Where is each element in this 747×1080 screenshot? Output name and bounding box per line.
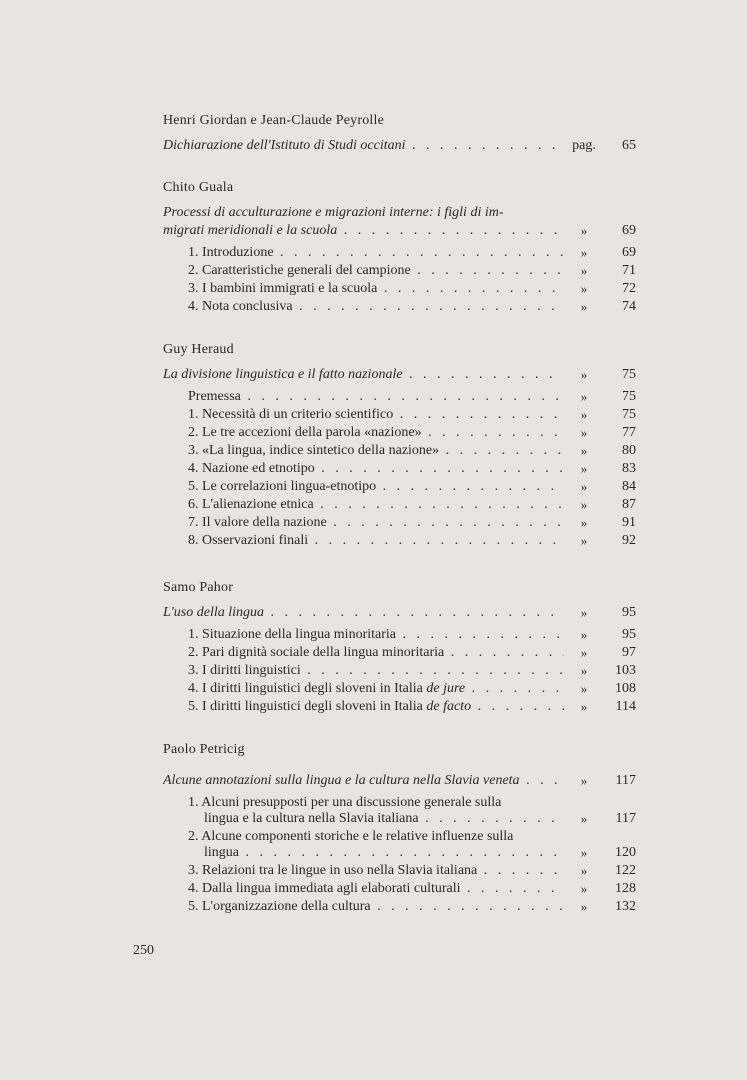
author-name: Samo Pahor: [163, 580, 234, 595]
toc-entry-title[interactable]: [163, 772, 636, 790]
entry-label: 2. Pari dignità sociale della lingua minoritaria: [188, 645, 447, 660]
toc-entry-title[interactable]: [163, 366, 636, 384]
entry-label: Premessa: [188, 389, 244, 404]
entry-title-line1: Processi di acculturazione e migrazioni interne: i figli di im-: [163, 205, 504, 220]
page-marker: »: [580, 773, 588, 788]
entry-label: 3. «La lingua, indice sintetico della nazione»: [188, 443, 442, 458]
page-marker: »: [580, 281, 588, 296]
page-number: 91: [622, 515, 636, 530]
entry-label: 5. L'organizzazione della cultura: [188, 899, 374, 914]
page-number: 120: [615, 845, 636, 860]
toc-entry[interactable]: [188, 460, 636, 478]
page-marker: »: [580, 845, 588, 860]
page-marker: »: [580, 425, 588, 440]
entry-label: 4. Nota conclusiva: [188, 299, 296, 314]
page-marker: »: [580, 645, 588, 660]
toc-entry[interactable]: [188, 662, 636, 680]
page-number: 75: [622, 389, 636, 404]
entry-label: 4. Dalla lingua immediata agli elaborati culturali: [188, 881, 464, 896]
toc-entry[interactable]: [188, 406, 636, 424]
toc-entry[interactable]: [188, 388, 636, 406]
entry-label: 3. I diritti linguistici: [188, 663, 304, 678]
entry-label: lingua e la cultura nella Slavia italiana: [188, 811, 422, 826]
page-marker: »: [580, 533, 588, 548]
entry-label: 4. Nazione ed etnotipo: [188, 461, 318, 476]
entry-label-line1: 2. Alcune componenti storiche e le relative influenze sulla: [188, 829, 514, 844]
page-number: 87: [622, 497, 636, 512]
page-marker: »: [580, 263, 588, 278]
page-number: 122: [615, 863, 636, 878]
toc-entry[interactable]: [188, 898, 636, 916]
page-number: 69: [622, 223, 636, 238]
entry-label: 2. Le tre accezioni della parola «nazione»: [188, 425, 425, 440]
page-number: 77: [622, 425, 636, 440]
page-number: 117: [615, 773, 636, 788]
author-name: Chito Guala: [163, 180, 234, 195]
entry-label-line1: 1. Alcuni presupposti per una discussione generale sulla: [188, 795, 502, 810]
entry-label: 6. L'alienazione etnica: [188, 497, 317, 512]
page-marker: »: [580, 461, 588, 476]
toc-entry[interactable]: [188, 680, 636, 698]
toc-entry[interactable]: [188, 844, 636, 862]
toc-entry[interactable]: [188, 262, 636, 280]
entry-label: 5. I diritti linguistici degli sloveni in Italia: [188, 699, 423, 714]
page-number: 128: [615, 881, 636, 896]
entry-label: 1. Necessità di un criterio scientifico: [188, 407, 396, 422]
entry-title: Dichiarazione dell'Istituto di Studi occitani: [163, 138, 409, 153]
page-marker: »: [580, 699, 588, 714]
page-number: 69: [622, 245, 636, 260]
toc-entry[interactable]: [188, 424, 636, 442]
toc-entry[interactable]: [188, 698, 636, 716]
page-number: 117: [615, 811, 636, 826]
toc-entry[interactable]: [188, 644, 636, 662]
page-marker: »: [580, 899, 588, 914]
page-number: 80: [622, 443, 636, 458]
entry-label-italic: de facto: [426, 699, 472, 714]
toc-entry[interactable]: [188, 880, 636, 898]
entry-title: migrati meridionali e la scuola: [163, 223, 340, 238]
page-number: 108: [615, 681, 636, 696]
entry-label: lingua: [188, 845, 242, 860]
page-number: 71: [622, 263, 636, 278]
page-number: 74: [622, 299, 636, 314]
page-marker: »: [580, 811, 588, 826]
toc-entry[interactable]: [188, 626, 636, 644]
page-marker: »: [580, 443, 588, 458]
author-name: Henri Giordan e Jean-Claude Peyrolle: [163, 113, 385, 128]
page-number: 75: [622, 407, 636, 422]
entry-title: Alcune annotazioni sulla lingua e la cultura nella Slavia veneta: [163, 773, 523, 788]
page-number: 103: [615, 663, 636, 678]
page-marker: »: [580, 497, 588, 512]
toc-entry[interactable]: [188, 810, 636, 828]
entry-title: L'uso della lingua: [163, 605, 267, 620]
page-marker: »: [580, 245, 588, 260]
page-marker: »: [580, 223, 588, 238]
entry-title: La divisione linguistica e il fatto nazionale: [163, 367, 406, 382]
author-name: Paolo Petricig: [163, 742, 245, 757]
entry-label: 1. Situazione della lingua minoritaria: [188, 627, 399, 642]
entry-label-italic: de jure: [426, 681, 466, 696]
page-marker: »: [580, 627, 588, 642]
toc-entry[interactable]: [188, 280, 636, 298]
toc-entry[interactable]: [188, 862, 636, 880]
page-marker: »: [580, 605, 588, 620]
page-number: 84: [622, 479, 636, 494]
toc-entry[interactable]: [188, 496, 636, 514]
entry-label: 1. Introduzione: [188, 245, 277, 260]
toc-entry-title[interactable]: [163, 222, 636, 240]
toc-entry[interactable]: [188, 442, 636, 460]
page-marker: »: [580, 479, 588, 494]
page-marker: pag.: [572, 138, 596, 153]
page-marker: »: [580, 863, 588, 878]
page-number: 92: [622, 533, 636, 548]
entry-label: 4. I diritti linguistici degli sloveni in Italia: [188, 681, 423, 696]
toc-entry[interactable]: [188, 244, 636, 262]
entry-label: 5. Le correlazioni lingua-etnotipo: [188, 479, 379, 494]
page-number: 132: [615, 899, 636, 914]
page-marker: »: [580, 681, 588, 696]
page-folio-number: 250: [133, 943, 154, 958]
page-number: 72: [622, 281, 636, 296]
entry-label: 7. Il valore della nazione: [188, 515, 330, 530]
page-number: 65: [622, 138, 636, 153]
toc-entry[interactable]: [188, 478, 636, 496]
page-marker: »: [580, 515, 588, 530]
entry-label: 8. Osservazioni finali: [188, 533, 311, 548]
entry-label: 3. I bambini immigrati e la scuola: [188, 281, 380, 296]
page-marker: »: [580, 881, 588, 896]
toc-entry[interactable]: [188, 514, 636, 532]
toc-entry[interactable]: [188, 532, 636, 550]
page-marker: »: [580, 407, 588, 422]
toc-entry[interactable]: [188, 298, 636, 316]
page-marker: »: [580, 389, 588, 404]
entry-label: 2. Caratteristiche generali del campione: [188, 263, 414, 278]
entry-label: 3. Relazioni tra le lingue in uso nella Slavia italiana: [188, 863, 480, 878]
page-marker: »: [580, 299, 588, 314]
page-number: 83: [622, 461, 636, 476]
toc-entry-title[interactable]: [163, 604, 636, 622]
author-name: Guy Heraud: [163, 342, 234, 357]
page-marker: »: [580, 663, 588, 678]
page-number: 97: [622, 645, 636, 660]
page-number: 75: [622, 367, 636, 382]
toc-entry-title[interactable]: [163, 137, 636, 155]
page-number: 95: [622, 627, 636, 642]
page-number: 95: [622, 605, 636, 620]
page-number: 114: [615, 699, 636, 714]
page-marker: »: [580, 367, 588, 382]
